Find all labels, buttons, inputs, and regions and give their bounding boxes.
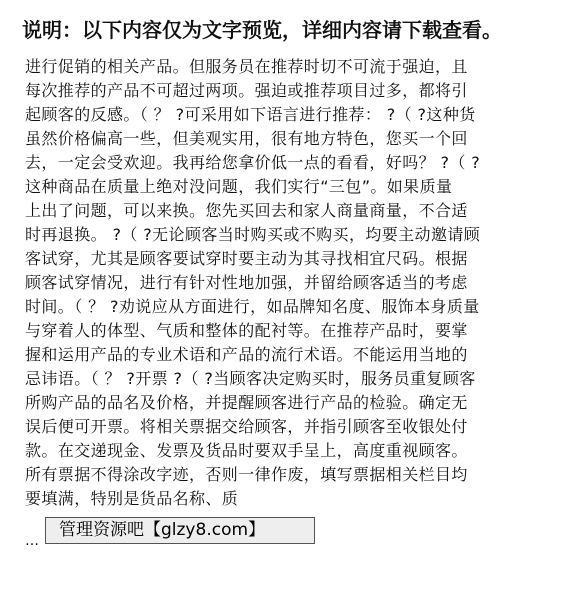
- preview-notice: 说明：以下内容仅为文字预览，详细内容请下载查看。: [22, 18, 502, 42]
- text-line: 起顾客的反感。（ ？ ?可采用如下语言进行推荐： ?（ ?这种货: [25, 105, 476, 124]
- text-line: 与穿着人的体型、气质和整体的配衬等。在推荐产品时，要掌: [25, 321, 468, 340]
- text-line: 忌讳语。（ ？ ?开票 ?（ ?当顾客决定购买时，服务员重复顾客: [25, 369, 476, 388]
- watermark-banner: 管理资源吧【glzy8.com】: [45, 517, 315, 544]
- document-body: [25, 55, 560, 545]
- text-line: 去，一定会受欢迎。我再给您拿价低一点的看看，好吗？ ?（ ?: [25, 153, 481, 172]
- text-line: 时间。（ ？ ?劝说应从方面进行，如品牌知名度、服饰本身质量: [25, 297, 480, 316]
- text-line: 这种商品在质量上绝对没问题，我们实行“三包”。如果质量: [25, 177, 453, 196]
- text-line: 款。在交递现金、发票及货品时要双手呈上，高度重视顾客。: [25, 441, 468, 460]
- text-line: 时再退换。 ?（ ?无论顾客当时购买或不购买，均要主动邀请顾: [25, 225, 481, 244]
- truncation-ellipsis: …: [25, 533, 38, 549]
- text-line: 虽然价格偏高一些，但美观实用，很有地方特色，您买一个回: [25, 129, 468, 148]
- text-line: 顾客试穿情况，进行有针对性地加强，并留给顾客适当的考虑: [25, 273, 468, 292]
- text-line: 进行促销的相关产品。但服务员在推荐时切不可流于强迫，且: [25, 57, 468, 76]
- text-line: 所有票据不得涂改字迹，否则一律作废，填写票据相关栏目均: [25, 465, 468, 484]
- text-line: 所购产品的品名及价格，并提醒顾客进行产品的检验。确定无: [25, 393, 468, 412]
- text-line: 每次推荐的产品不可超过两项。强迫或推荐项目过多，都将引: [25, 81, 468, 100]
- text-line: 握和运用产品的专业术语和产品的流行术语。不能运用当地的: [25, 345, 468, 364]
- text-line: 要填满，特别是货品名称、质: [25, 489, 239, 508]
- text-line: 客试穿，尤其是顾客要试穿时要主动为其寻找相宜尺码。根据: [25, 249, 468, 268]
- text-line: 上出了问题，可以来换。您先买回去和家人商量商量，不合适: [25, 201, 468, 220]
- text-line: 误后便可开票。将相关票据交给顾客，并指引顾客至收银处付: [25, 417, 468, 436]
